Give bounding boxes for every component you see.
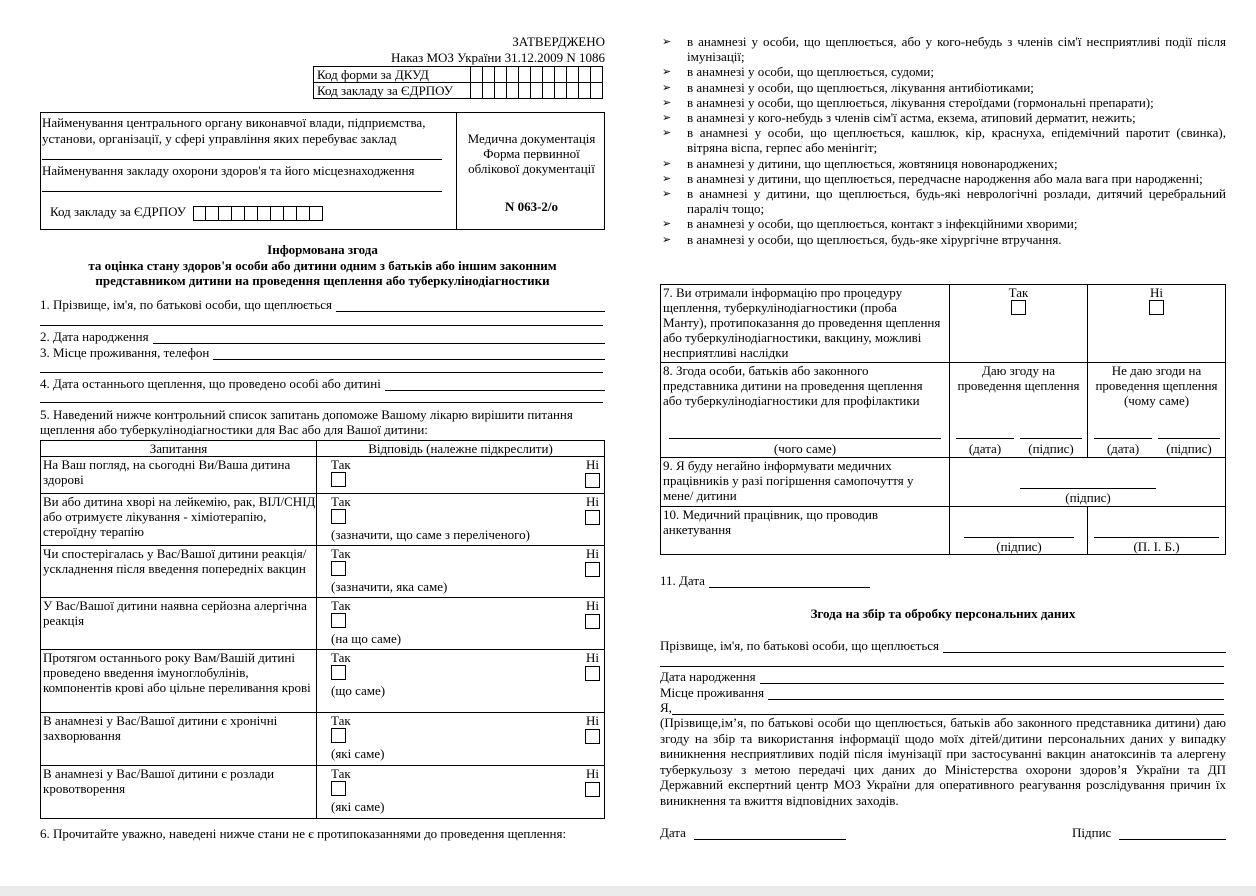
q7-no-cell	[1088, 285, 1226, 363]
codes-table	[313, 66, 603, 99]
q7-yes-label: Так	[1008, 285, 1029, 300]
agree-sign-label: (підпис)	[1028, 441, 1074, 456]
answer-cell	[317, 494, 605, 546]
full-name-line-2[interactable]	[40, 325, 603, 326]
question-cell: У Вас/Вашої дитини наявна серйозна алергічна реакція	[41, 598, 317, 650]
pd-birth-field	[660, 669, 1224, 684]
title-line-2: та оцінка стану здоров'я особи або дитини одним з батьків або іншим законним	[88, 258, 557, 273]
disagree-date-label: (дата)	[1106, 441, 1140, 456]
pd-date-field	[660, 825, 846, 840]
approval-stamp	[391, 34, 605, 66]
no-label: Ні	[586, 766, 599, 781]
q9-text: 9. Я буду негайно інформувати медичних працівників у разі погіршення самопочуття у мене/ дитини	[663, 458, 914, 503]
pd-i-field	[660, 700, 1224, 715]
condition-item: ➢ в анамнезі у особи, що щеплюється, будь-яке хірургічне втручання.	[660, 232, 1226, 247]
agree-sign-line[interactable]	[1020, 438, 1082, 439]
no-label: Ні	[586, 650, 599, 665]
left-column	[40, 0, 605, 896]
q10-pib-label: (П. І. Б.)	[1133, 539, 1180, 554]
answer-cell	[317, 650, 605, 713]
form-primary-label-2: облікової документації	[468, 161, 595, 176]
table-row	[41, 546, 605, 598]
pd-signature-field	[1072, 825, 1226, 840]
pd-name-line-2[interactable]	[660, 666, 1224, 667]
code-cell[interactable]	[495, 83, 507, 99]
last-vaccination-line-2[interactable]	[40, 402, 603, 403]
code-cell[interactable]	[567, 83, 579, 99]
q10-sign-label: (підпис)	[996, 539, 1042, 554]
code-cell[interactable]	[591, 83, 603, 99]
yes-checkbox[interactable]	[331, 472, 346, 487]
yes-checkbox[interactable]	[331, 561, 346, 576]
item5-line-1: 5. Наведений нижче контрольний список запитань допоможе Вашому лікарю вирішити питання	[40, 407, 573, 422]
agree-date-label: (дата)	[968, 441, 1002, 456]
questions-table	[40, 440, 605, 819]
pd-name-input-line[interactable]	[943, 640, 1226, 653]
code-cell[interactable]	[483, 83, 495, 99]
disagree-label: Не даю згоди на проведення щеплення	[1095, 363, 1218, 393]
pd-birth-input-line[interactable]	[760, 671, 1224, 684]
no-option	[585, 494, 600, 525]
disagree-cell	[1088, 363, 1226, 458]
code-cell[interactable]	[555, 83, 567, 99]
answer-wrap	[331, 546, 604, 594]
no-label: Ні	[586, 713, 599, 728]
order-label: Наказ МОЗ України 31.12.2009 N 1086	[391, 50, 605, 65]
q9-sign-cell	[950, 458, 1226, 507]
birth-date-label: 2. Дата народження	[40, 329, 149, 344]
no-checkbox[interactable]	[585, 666, 600, 681]
code-cell[interactable]	[483, 67, 495, 83]
no-checkbox[interactable]	[585, 473, 600, 488]
full-name-label: 1. Прізвище, ім'я, по батькові особи, що щеплюється	[40, 297, 332, 312]
question-cell: Чи спостерігалась у Вас/Вашої дитини реакція/ускладнення після введення попередніх вакцин	[41, 546, 317, 598]
q7-text: 7. Ви отримали інформацію про процедуру щеплення, туберкулінодіагностики (проба Манту), протипоказання до проведення щеплення або туберкулінодіагностики, вакцину, можливі несприятливі наслідки	[663, 285, 941, 360]
q10-pib-cell	[1088, 507, 1226, 555]
pd-name-field	[660, 638, 1226, 653]
birth-date-input-line[interactable]	[153, 331, 605, 344]
title-line-3: представником дитини на проведення щеплення або туберкулінодіагностики	[95, 273, 550, 288]
no-option	[585, 598, 600, 629]
code-cell[interactable]	[519, 67, 531, 83]
yes-checkbox[interactable]	[331, 509, 346, 524]
condition-item: ➢ в анамнезі у особи, що щеплюється, лікування стероїдами (гормональні препарати);	[660, 95, 1226, 110]
central-body-label: Найменування центрального органу виконавчої влади, підприємства, установи, організації, у сфері управління яких перебуває заклад	[42, 115, 426, 146]
yes-checkbox[interactable]	[331, 781, 346, 796]
no-label: Ні	[586, 546, 599, 561]
pd-residence-input-line[interactable]	[768, 687, 1224, 700]
code-cell[interactable]	[507, 67, 519, 83]
no-option	[585, 713, 600, 744]
facility-line[interactable]	[42, 191, 442, 192]
table-row	[41, 457, 605, 494]
conditions-list	[660, 34, 1226, 247]
consent-table	[660, 284, 1226, 555]
no-option	[585, 546, 600, 577]
answer-note: (зазначити, що саме з переліченого)	[331, 527, 530, 542]
approved-label: ЗАТВЕРДЖЕНО	[512, 34, 605, 49]
question-cell: Протягом останнього року Вам/Вашій дитині проведено введення імуноглобулінів, компонентів крові або цільне переливання крові	[41, 650, 317, 713]
pd-date-label: Дата	[660, 825, 686, 840]
residence-line-2[interactable]	[40, 372, 603, 373]
answer-cell	[317, 766, 605, 819]
table-row	[41, 598, 605, 650]
field-residence	[40, 345, 605, 360]
no-checkbox[interactable]	[585, 782, 600, 797]
pd-i-input-line[interactable]	[672, 702, 1224, 715]
item5-text	[40, 407, 605, 437]
answer-cell	[317, 457, 605, 494]
condition-item: ➢ в анамнезі у особи, що щеплюється, контакт з інфекційними хворими;	[660, 216, 1226, 231]
pd-body-text: (Прізвище,ім’я, по батькові особи що щеплюється, батьків або законного представника дитини) даю згоду на збір та використання інформації щодо моїх дітей/дитини персональних даних у випадку виникнення несприятливих подій після імунізації при застосуванні вакцин анатоксинів та алергену туберкульозу з метою передачі цих даних до Міністерства охорони здоров’я України та ДП Державний експертний центр МОЗ України для оперативного реагування розслідування причин їх виникнення та вжиття відповідних заходів.	[660, 715, 1226, 808]
condition-item: ➢ в анамнезі у дитини, що щеплюється, жовтяниця новонароджених;	[660, 156, 1226, 171]
yes-label: Так	[331, 650, 351, 665]
no-checkbox[interactable]	[585, 510, 600, 525]
yes-label: Так	[331, 713, 351, 728]
pd-signature-input-line[interactable]	[1119, 827, 1226, 840]
answer-wrap	[331, 457, 604, 490]
code-cell[interactable]	[591, 67, 603, 83]
code-cell[interactable]	[531, 67, 543, 83]
pd-date-input-line[interactable]	[694, 827, 846, 840]
yes-label: Так	[331, 457, 351, 472]
answer-wrap	[331, 650, 604, 698]
residence-input-line[interactable]	[213, 347, 605, 360]
residence-label: 3. Місце проживання, телефон	[40, 345, 210, 360]
yes-label: Так	[331, 766, 351, 781]
answer-wrap	[331, 598, 604, 646]
q10-sign-cell	[950, 507, 1088, 555]
disagree-date-line[interactable]	[1094, 438, 1152, 439]
no-label: Ні	[586, 494, 599, 509]
disagree-sign-line[interactable]	[1158, 438, 1220, 439]
code-cell[interactable]	[471, 83, 483, 99]
pd-signature-label: Підпис	[1072, 825, 1112, 840]
q9-sign-label: (підпис)	[1065, 490, 1111, 505]
question-cell: В анамнезі у Вас/Вашої дитини є хронічні захворювання	[41, 713, 317, 766]
yes-checkbox[interactable]	[331, 613, 346, 628]
table-row	[41, 713, 605, 766]
q7-yes-checkbox[interactable]	[1011, 300, 1026, 315]
condition-item: ➢ в анамнезі у особи, що щеплюється, кашлюк, кір, краснуха, епідемічний паротит (свинка), вітряна віспа, герпес або менінгіт;	[660, 125, 1226, 155]
no-checkbox[interactable]	[585, 614, 600, 629]
condition-item: ➢ в анамнезі у дитини, що щеплюється, будь-які неврологічні розлади, дитячий церебральний параліч тощо;	[660, 186, 1226, 216]
right-column	[660, 0, 1226, 896]
pd-birth-label: Дата народження	[660, 669, 756, 684]
answer-wrap	[331, 713, 604, 761]
field-item11-date	[660, 573, 870, 588]
answer-cell	[317, 713, 605, 766]
disagree-what-label: (чому саме)	[1123, 393, 1190, 408]
bottom-scroll-strip	[0, 886, 1256, 896]
answer-cell	[317, 546, 605, 598]
q8-what-line[interactable]	[669, 438, 941, 439]
answer-wrap	[331, 494, 604, 542]
condition-item: ➢ в анамнезі у особи, що щеплюється, або у кого-небудь з членів сім'ї несприятливі події після імунізації;	[660, 34, 1226, 64]
med-doc-block	[457, 131, 606, 176]
med-doc-label: Медична документація	[467, 131, 596, 146]
no-checkbox[interactable]	[585, 729, 600, 744]
item5-line-2: щеплення або туберкулінодіагностики для Вас або для Вашої дитини:	[40, 422, 428, 437]
table-row	[41, 494, 605, 546]
form-primary-label: Форма первинної	[483, 146, 580, 161]
pd-residence-field	[660, 685, 1224, 700]
q8-cell	[661, 363, 950, 458]
question-cell: В анамнезі у Вас/Вашої дитини є розлади кровотворення	[41, 766, 317, 819]
table-row	[41, 650, 605, 713]
no-label: Ні	[586, 598, 599, 613]
code-cell[interactable]	[543, 83, 555, 99]
q10-cell	[661, 507, 950, 555]
answer-cell	[317, 598, 605, 650]
yes-label: Так	[331, 494, 351, 509]
edrpou-row	[50, 203, 323, 221]
disagree-sign-label: (підпис)	[1166, 441, 1212, 456]
no-option	[585, 766, 600, 797]
condition-item: ➢ в анамнезі у особи, що щеплюється, судоми;	[660, 64, 1226, 79]
form-number: N 063-2/о	[504, 199, 559, 214]
q7-yes-cell	[950, 285, 1088, 363]
question-cell: На Ваш погляд, на сьогодні Ви/Ваша дитина здорові	[41, 457, 317, 494]
yes-label: Так	[331, 546, 351, 561]
q7-no-checkbox[interactable]	[1149, 300, 1164, 315]
code-cell[interactable]	[579, 67, 591, 83]
last-vaccination-input-line[interactable]	[385, 378, 605, 391]
answer-note: (які саме)	[331, 799, 385, 814]
q9-cell	[661, 458, 950, 507]
no-option	[585, 457, 600, 488]
field-birth-date	[40, 329, 605, 344]
pd-name-label: Прізвище, ім'я, по батькові особи, що щеплюється	[660, 638, 939, 653]
code-cell[interactable]	[531, 83, 543, 99]
organization-box	[40, 112, 605, 230]
no-option	[585, 650, 600, 681]
yes-checkbox[interactable]	[331, 728, 346, 743]
full-name-input-line[interactable]	[336, 299, 605, 312]
code-cell[interactable]	[495, 67, 507, 83]
no-label: Ні	[586, 457, 599, 472]
q7-cell	[661, 285, 950, 363]
no-checkbox[interactable]	[585, 562, 600, 577]
agree-date-line[interactable]	[956, 438, 1014, 439]
q10-sign-line[interactable]	[964, 537, 1074, 538]
central-body-line[interactable]	[42, 159, 442, 160]
col-answer-header: Відповідь (належне підкреслити)	[317, 441, 605, 457]
answer-note: (на що саме)	[331, 631, 402, 646]
edrpou-label: Код закладу за ЄДРПОУ	[50, 204, 186, 219]
pd-i-label: Я,	[660, 700, 672, 715]
table-row	[41, 766, 605, 819]
item11-input-line[interactable]	[709, 575, 870, 588]
q9-sign-line[interactable]	[1020, 488, 1156, 489]
answer-wrap	[331, 766, 604, 814]
code-cell[interactable]	[471, 67, 483, 83]
q7-no-label: Ні	[1150, 285, 1163, 300]
yes-label: Так	[331, 598, 351, 613]
q8-what-label: (чого саме)	[773, 441, 837, 456]
condition-item: ➢ в анамнезі у особи, що щеплюється, лікування антибіотиками;	[660, 80, 1226, 95]
personal-data-title: Згода на збір та обробку персональних даних	[810, 606, 1076, 621]
last-vaccination-label: 4. Дата останнього щеплення, що проведено особі або дитині	[40, 376, 381, 391]
code-edrpou-label: Код закладу за ЄДРПОУ	[314, 83, 471, 99]
answer-note: (що саме)	[331, 683, 386, 698]
code-cell[interactable]	[555, 67, 567, 83]
yes-checkbox[interactable]	[331, 665, 346, 680]
code-cell[interactable]	[507, 83, 519, 99]
answer-note: (які саме)	[331, 746, 385, 761]
field-last-vaccination	[40, 376, 605, 391]
q8-text: 8. Згода особи, батьків або законного представника дитини на проведення щеплення або туберкулінодіагностики для профілактики	[663, 363, 923, 408]
q10-pib-line[interactable]	[1094, 537, 1219, 538]
code-cell[interactable]	[543, 67, 555, 83]
agree-cell	[950, 363, 1088, 458]
item6-text: 6. Прочитайте уважно, наведені нижче стани не є протипоказаннями до проведення щеплення:	[40, 826, 567, 841]
q10-text: 10. Медичний працівник, що проводив анкетування	[663, 507, 878, 537]
answer-note: (зазначити, яка саме)	[331, 579, 448, 594]
facility-label: Найменування закладу охорони здоров'я та його місцезнаходження	[42, 163, 415, 178]
code-cell[interactable]	[579, 83, 591, 99]
condition-item: ➢ в анамнезі у дитини, що щеплюється, передчасне народження або мала вага при народженні;	[660, 171, 1226, 186]
col-question-header: Запитання	[41, 441, 317, 457]
pd-residence-label: Місце проживання	[660, 685, 765, 700]
title-line-1: Інформована згода	[267, 242, 378, 257]
edrpou-cells[interactable]	[193, 206, 323, 221]
code-cell[interactable]	[567, 67, 579, 83]
item11-label: 11. Дата	[660, 573, 705, 588]
field-full-name	[40, 297, 605, 312]
code-cell[interactable]	[519, 83, 531, 99]
question-cell: Ви або дитина хворі на лейкемію, рак, ВІЛ/СНІД або отримуєте лікування - хіміотерапію, стероїдну терапію	[41, 494, 317, 546]
condition-item: ➢ в анамнезі у кого-небудь з членів сім'ї астма, екзема, атиповий дерматит, нежить;	[660, 110, 1226, 125]
code-dkud-label: Код форми за ДКУД	[314, 67, 471, 83]
agree-label: Даю згоду на проведення щеплення	[957, 363, 1080, 393]
